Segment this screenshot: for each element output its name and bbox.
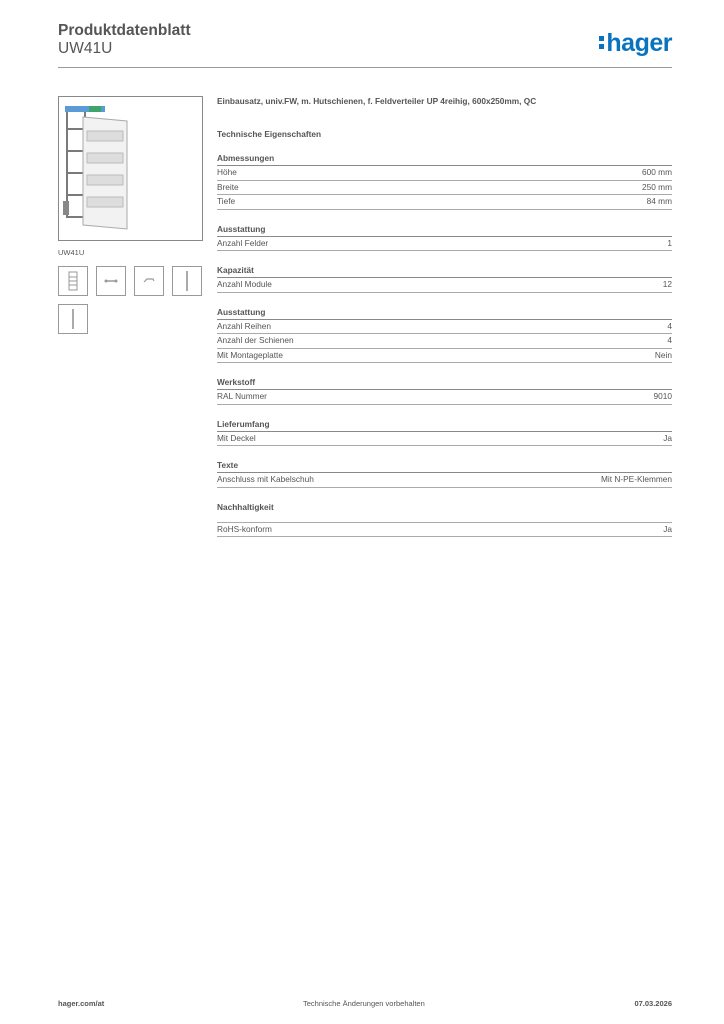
document-title: Produktdatenblatt bbox=[58, 22, 191, 39]
section-kapazitaet bbox=[217, 265, 672, 293]
property-row bbox=[217, 432, 672, 447]
section-lieferumfang bbox=[217, 419, 672, 447]
property-value: 250 mm bbox=[642, 181, 672, 192]
property-label: RoHS-konform bbox=[217, 523, 272, 534]
property-value: 1 bbox=[667, 237, 672, 248]
thumbnail-gallery bbox=[58, 266, 203, 334]
property-label: Breite bbox=[217, 181, 239, 192]
page-header bbox=[58, 22, 672, 68]
section-title: Ausstattung bbox=[217, 224, 672, 237]
thumbnail-rail[interactable] bbox=[172, 266, 202, 296]
property-label: Mit Montageplatte bbox=[217, 349, 283, 360]
property-value: 600 mm bbox=[642, 167, 672, 177]
product-description: Einbausatz, univ.FW, m. Hutschienen, f. Feldverteiler UP 4reihig, 600x250mm, QC bbox=[217, 96, 537, 106]
section-title: Werkstoff bbox=[217, 377, 672, 390]
property-row bbox=[217, 278, 672, 293]
product-image[interactable] bbox=[58, 96, 203, 241]
property-row bbox=[217, 320, 672, 335]
details-column bbox=[217, 96, 672, 537]
property-row bbox=[217, 237, 672, 252]
property-value: Nein bbox=[654, 349, 672, 360]
property-label: Anschluss mit Kabelschuh bbox=[217, 474, 314, 484]
section-title: Abmessungen bbox=[217, 153, 672, 166]
property-value: Mit N-PE-Klemmen bbox=[601, 474, 672, 484]
section-title: Kapazität bbox=[217, 265, 672, 278]
image-caption: UW41U bbox=[58, 248, 85, 257]
footer-website[interactable]: hager.com/at bbox=[58, 999, 105, 1008]
thumbnail-rail-2[interactable] bbox=[58, 304, 88, 334]
section-title: Ausstattung bbox=[217, 307, 672, 320]
logo-mark-icon bbox=[599, 36, 604, 52]
property-label: Anzahl Reihen bbox=[217, 320, 271, 331]
property-row bbox=[217, 334, 672, 349]
section-title: Nachhaltigkeit bbox=[217, 501, 274, 512]
property-row bbox=[217, 195, 672, 210]
property-value: 84 mm bbox=[646, 196, 672, 206]
property-row bbox=[217, 181, 672, 196]
property-value: 9010 bbox=[653, 391, 672, 401]
property-value: Ja bbox=[663, 432, 672, 443]
image-column bbox=[58, 96, 203, 334]
property-value: Ja bbox=[663, 523, 672, 534]
hager-logo bbox=[599, 30, 672, 56]
thumbnail-bracket[interactable] bbox=[134, 266, 164, 296]
section-ausstattung bbox=[217, 224, 672, 252]
section-texte bbox=[217, 460, 672, 488]
product-code: UW41U bbox=[58, 40, 113, 57]
property-value: 12 bbox=[662, 279, 672, 289]
property-label: Anzahl Felder bbox=[217, 237, 269, 248]
logo-text: hager bbox=[606, 29, 672, 57]
section-title: Lieferumfang bbox=[217, 419, 672, 432]
property-row bbox=[217, 349, 672, 364]
section-ausstattung-2 bbox=[217, 307, 672, 364]
section-title: Texte bbox=[217, 460, 672, 473]
property-row bbox=[217, 390, 672, 405]
property-value: 4 bbox=[667, 320, 672, 331]
header-divider bbox=[58, 67, 672, 68]
section-abmessungen bbox=[217, 153, 672, 210]
thumbnail-clip[interactable] bbox=[96, 266, 126, 296]
property-label: Höhe bbox=[217, 167, 237, 177]
property-value: 4 bbox=[667, 335, 672, 345]
property-label: RAL Nummer bbox=[217, 391, 267, 401]
section-werkstoff bbox=[217, 377, 672, 405]
footer-disclaimer: Technische Änderungen vorbehalten bbox=[303, 999, 425, 1008]
property-row bbox=[217, 166, 672, 181]
section-nachhaltigkeit bbox=[217, 502, 672, 538]
property-row bbox=[217, 522, 672, 538]
thumbnail-frame[interactable] bbox=[58, 266, 88, 296]
property-row bbox=[217, 473, 672, 488]
property-label: Anzahl Module bbox=[217, 279, 272, 289]
property-label: Mit Deckel bbox=[217, 432, 256, 443]
property-label: Tiefe bbox=[217, 196, 236, 206]
technical-properties-heading: Technische Eigenschaften bbox=[217, 129, 322, 139]
footer-date: 07.03.2026 bbox=[634, 999, 672, 1008]
property-label: Anzahl der Schienen bbox=[217, 335, 294, 345]
